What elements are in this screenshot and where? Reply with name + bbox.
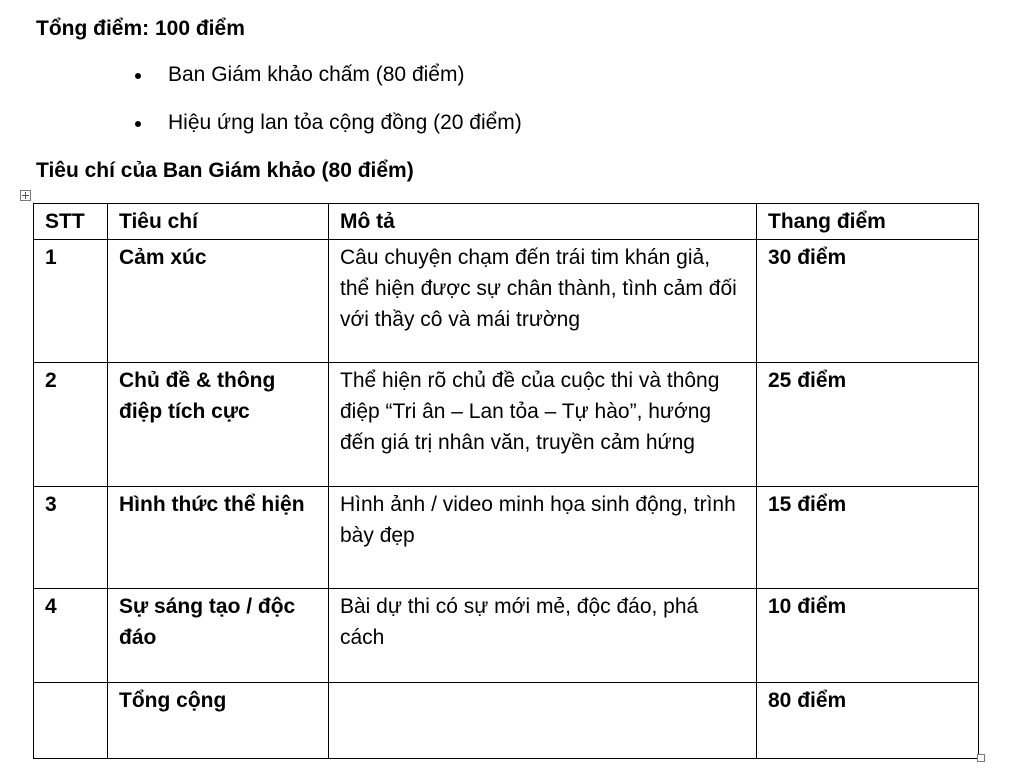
table-row xyxy=(34,487,979,589)
column-header-description: Mô tả xyxy=(329,204,757,240)
cell-total-score: 80 điểm xyxy=(757,683,979,759)
cell-score: 10 điểm xyxy=(757,589,979,683)
cell-criteria: Cảm xúc xyxy=(108,240,329,363)
bullet-icon xyxy=(135,121,141,127)
score-breakdown-list xyxy=(135,63,522,159)
cell-criteria: Hình thức thể hiện xyxy=(108,487,329,589)
list-item-label: Ban Giám khảo chấm (80 điểm) xyxy=(168,63,465,86)
table-header-row xyxy=(34,204,979,240)
list-item xyxy=(135,111,522,159)
cell-description: Bài dự thi có sự mới mẻ, độc đáo, phá cách xyxy=(329,589,757,683)
column-header-criteria: Tiêu chí xyxy=(108,204,329,240)
table-row xyxy=(34,363,979,487)
cell-score: 15 điểm xyxy=(757,487,979,589)
cell-description: Câu chuyện chạm đến trái tim khán giả, thể hiện được sự chân thành, tình cảm đối với thầy cô và mái trường xyxy=(329,240,757,363)
cell-stt: 4 xyxy=(34,589,108,683)
table-total-row xyxy=(34,683,979,759)
criteria-table xyxy=(33,203,979,759)
cell-stt: 2 xyxy=(34,363,108,487)
cell-stt: 1 xyxy=(34,240,108,363)
bullet-icon xyxy=(135,73,141,79)
column-header-stt: STT xyxy=(34,204,108,240)
list-item-label: Hiệu ứng lan tỏa cộng đồng (20 điểm) xyxy=(168,111,522,134)
cell-description: Thể hiện rõ chủ đề của cuộc thi và thông điệp “Tri ân – Lan tỏa – Tự hào”, hướng đến giá trị nhân văn, truyền cảm hứng xyxy=(329,363,757,487)
table-move-handle-icon[interactable] xyxy=(20,190,31,201)
cell-stt: 3 xyxy=(34,487,108,589)
cell-description: Hình ảnh / video minh họa sinh động, trình bày đẹp xyxy=(329,487,757,589)
total-score-heading: Tổng điểm: 100 điểm xyxy=(36,17,245,40)
cell-criteria: Chủ đề & thông điệp tích cực xyxy=(108,363,329,487)
cell-score: 30 điểm xyxy=(757,240,979,363)
table-row xyxy=(34,240,979,363)
cell-criteria: Sự sáng tạo / độc đáo xyxy=(108,589,329,683)
criteria-heading: Tiêu chí của Ban Giám khảo (80 điểm) xyxy=(36,159,414,182)
table-resize-handle-icon[interactable] xyxy=(977,754,985,762)
cell-stt-empty xyxy=(34,683,108,759)
table-row xyxy=(34,589,979,683)
cell-total-label: Tổng cộng xyxy=(108,683,329,759)
column-header-score: Thang điểm xyxy=(757,204,979,240)
list-item xyxy=(135,63,522,111)
cell-score: 25 điểm xyxy=(757,363,979,487)
cell-description-empty xyxy=(329,683,757,759)
